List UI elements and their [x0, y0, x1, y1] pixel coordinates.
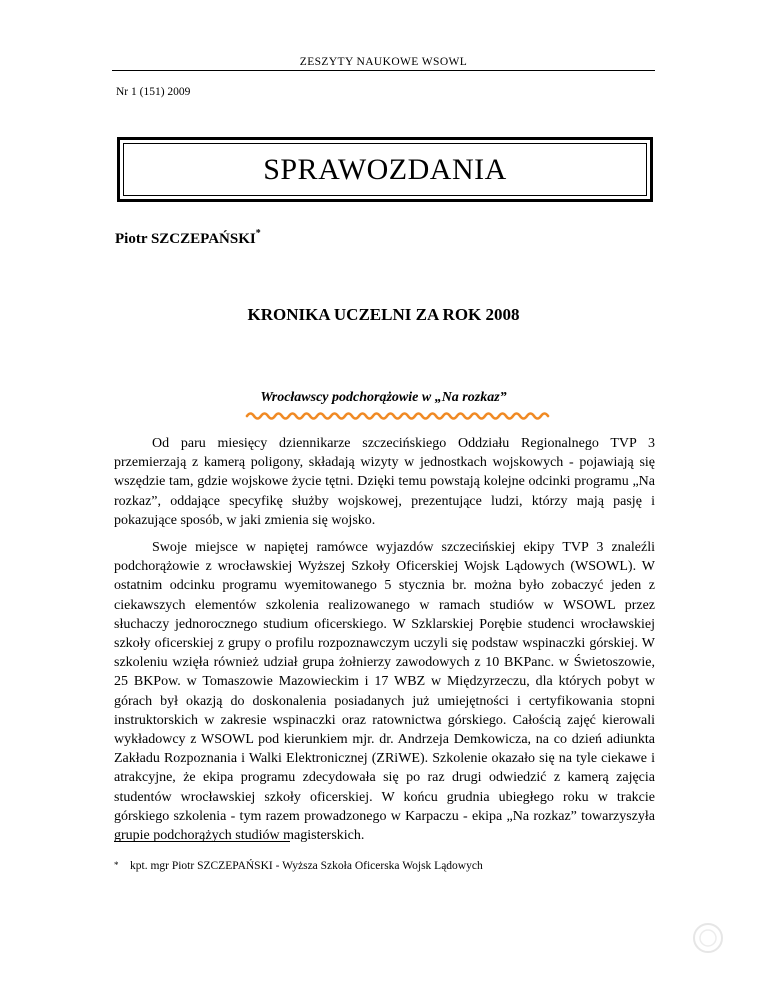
article-body [114, 434, 655, 853]
footnote [114, 860, 655, 872]
watermark-logo [690, 920, 726, 956]
footnote-text: kpt. mgr Piotr SZCZEPAŃSKI - Wyższa Szkoła Oficerska Wojsk Lądowych [130, 860, 483, 872]
paragraph-1: Od paru miesięcy dziennikarze szczecińskiego Oddziału Regionalnego TVP 3 przemierzają z kamerą poligony, składają wizyty w jednostkach wojskowych - pojawiają się wszędzie tam, gdzie wojskowe życie tętni. Dzięki temu powstają kolejne odcinki programu „Na rozkaz”, oddające specyfikę służby wojskowej, prezentujące ludzi, którzy mają pasję i pokazujące sposób, w jaki zmienia się wojsko. [114, 436, 655, 528]
paragraph-2: Swoje miejsce w napiętej ramówce wyjazdów szczecińskiej ekipy TVP 3 znaleźli podchorążowie z wrocławskiej Wyższej Szkoły Oficerskiej Wojsk Lądowych (WSOWL). W ostatnim odcinku programu wyemitowanego 5 stycznia br. można było zobaczyć jeden z ciekawszych elementów szkolenia realizowanego w ramach studiów w WSOWL przez słuchaczy jednorocznego studium oficerskiego. W Szklarskiej Porębie studenci wrocławskiej szkoły oficerskiej z grupy o profilu rozpoznawczym uczyli się podstaw wspinaczki górskiej. W szkoleniu wzięła również udział grupa żołnierzy zawodowych z 10 BKPanc. w Świetoszowie, 25 BKPow. w Tomaszowie Mazowieckim i 17 WBZ w Międzyrzeczu, dla których pobyt w górach był okazją do doskonalenia posiadanych już umiejętności i certyfikowania stopni instruktorskich w zakresie wspinaczki oraz ratownictwa górskiego. Całością zajęć kierowali wykładowcy z WSOWL pod kierunkiem mjr. dr. Andrzeja Demkowicza, na co dzień adiunkta Zakładu Rozpoznania i Walki Elektronicznej (ZRiWE). Szkolenie okazało się na tyle ciekawe i atrakcyjne, że ekipa programu zdecydowała się po raz drugi odwiedzić z kamerą zajęcia studentów wrocławskiej szkoły oficerskiej. W końcu grudnia ubiegłego roku w trakcie górskiego szkolenia - tym razem prowadzonego w Karpaczu - ekipa „Na rozkaz” towarzyszyła grupie podchorążych studiów magisterskich. [114, 540, 655, 844]
section-title: SPRAWOZDANIA [263, 152, 507, 186]
author-footnote-mark: * [255, 228, 261, 239]
wave-divider [245, 409, 550, 423]
footnote-rule [114, 841, 290, 842]
article-title: KRONIKA UCZELNI ZA ROK 2008 [247, 305, 520, 324]
subheading: Wrocławscy podchorążowie w „Na rozkaz” [260, 390, 507, 405]
section-box-inner [123, 143, 647, 196]
section-box [117, 137, 653, 202]
wave-line [247, 414, 548, 419]
running-head: ZESZYTY NAUKOWE WSOWL [112, 56, 655, 71]
footnote-mark: * [114, 860, 119, 870]
author [115, 229, 261, 248]
issue-number: Nr 1 (151) 2009 [116, 86, 191, 98]
author-name: Piotr SZCZEPAŃSKI [115, 231, 256, 247]
